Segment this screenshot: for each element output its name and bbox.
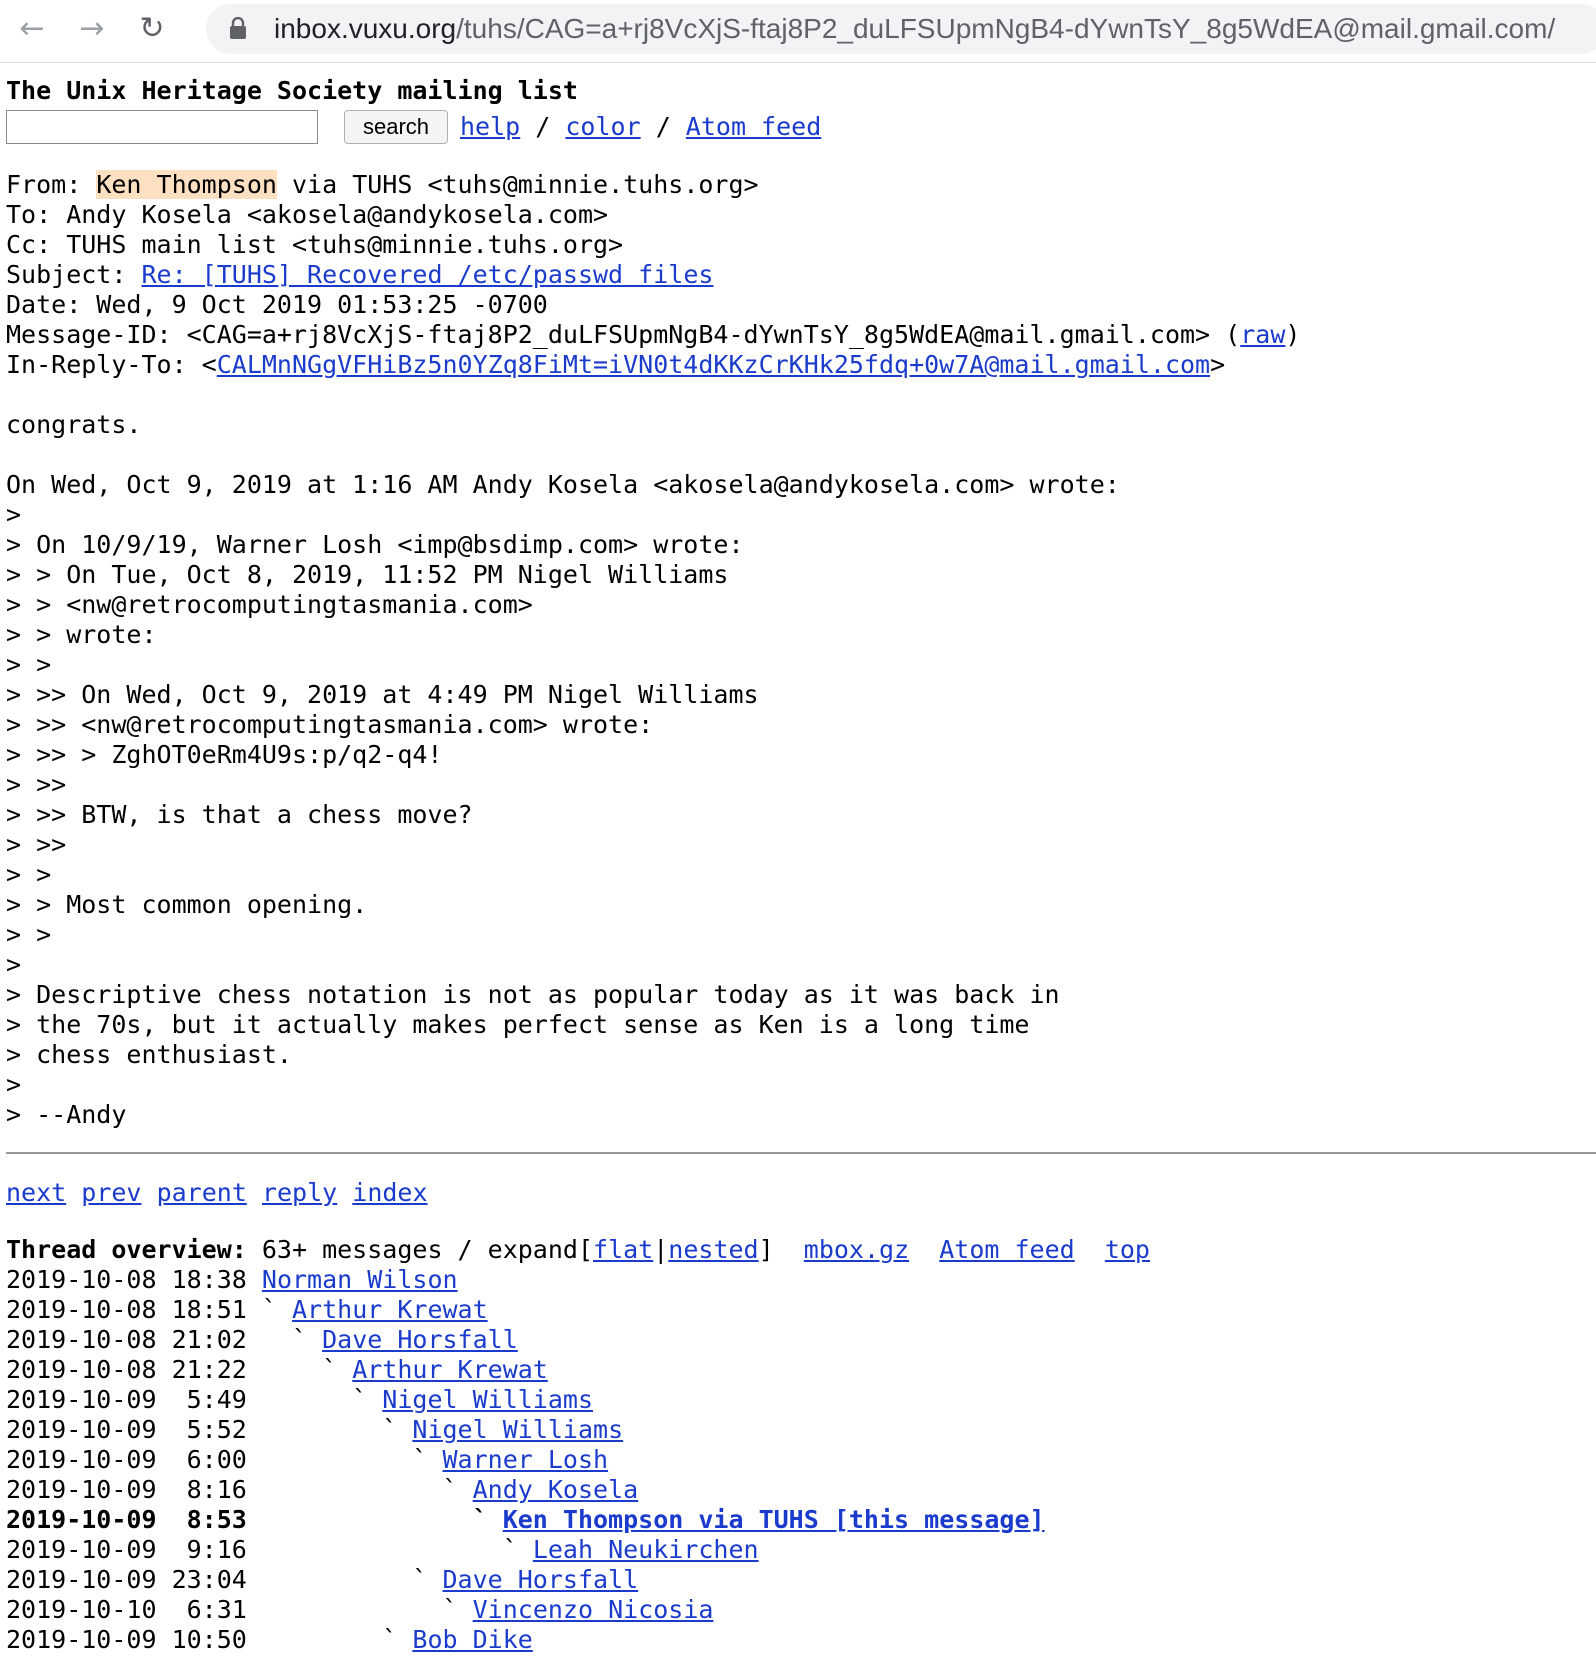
lock-icon xyxy=(230,17,246,39)
in-reply-to-link[interactable]: CALMnNGgVFHiBz5n0YZq8FiMt=iVN0t4dKKzCrKHk25fdq+0w7A@mail.gmail.com xyxy=(216,350,1211,379)
thread-atom-feed-link[interactable]: Atom feed xyxy=(939,1235,1075,1264)
body-line: > xyxy=(6,500,22,529)
body-line: On Wed, Oct 9, 2019 at 1:16 AM Andy Kosela <akosela@andykosela.com> wrote: xyxy=(6,470,1120,499)
thread-list xyxy=(6,1265,1596,1655)
parent-link[interactable]: parent xyxy=(156,1178,247,1207)
thread-row xyxy=(6,1595,1596,1625)
body-line: > On 10/9/19, Warner Losh <imp@bsdimp.com> wrote: xyxy=(6,530,744,559)
thread-date: 2019-10-09 9:16 xyxy=(6,1535,247,1564)
body-line: > > <nw@retrocomputingtasmania.com> xyxy=(6,590,533,619)
thread-author-link[interactable]: Arthur Krewat xyxy=(352,1355,548,1384)
thread-date: 2019-10-08 18:51 xyxy=(6,1295,247,1324)
body-line: > --Andy xyxy=(6,1100,127,1129)
body-line: > >> xyxy=(6,830,67,859)
body-line: > xyxy=(6,1070,22,1099)
thread-date: 2019-10-08 21:02 xyxy=(6,1325,247,1354)
nested-link[interactable]: nested xyxy=(668,1235,759,1264)
subject-line: Subject: Re: [TUHS] Recovered /etc/passwd files xyxy=(6,260,714,289)
thread-row xyxy=(6,1415,1596,1445)
message-nav xyxy=(6,1178,1596,1208)
thread-row xyxy=(6,1475,1596,1505)
thread-author-link[interactable]: Dave Horsfall xyxy=(442,1565,639,1594)
body-line: > > On Tue, Oct 8, 2019, 11:52 PM Nigel Williams xyxy=(6,560,729,589)
body-line: > > xyxy=(6,860,52,889)
body-line xyxy=(6,440,1596,470)
body-line: > Descriptive chess notation is not as popular today as it was back in xyxy=(6,980,1060,1009)
thread-indent: ` xyxy=(246,1595,473,1624)
in-reply-to-line: In-Reply-To: <CALMnNGgVFHiBz5n0YZq8FiMt=iVN0t4dKKzCrKHk25fdq+0w7A@mail.gmail.com> xyxy=(6,350,1226,379)
help-link[interactable]: help xyxy=(460,112,521,141)
top-link[interactable]: top xyxy=(1104,1235,1150,1264)
thread-indent: ` xyxy=(246,1445,443,1474)
message-body xyxy=(6,410,1596,1130)
thread-indent: ` xyxy=(246,1535,533,1564)
address-bar[interactable] xyxy=(206,4,1596,54)
thread-date: 2019-10-09 8:16 xyxy=(6,1475,247,1504)
thread-author-link[interactable]: Dave Horsfall xyxy=(322,1325,518,1354)
search-input[interactable] xyxy=(6,110,318,144)
thread-date: 2019-10-09 8:53 xyxy=(6,1505,247,1534)
thread-row xyxy=(6,1355,1596,1385)
color-link[interactable]: color xyxy=(565,112,641,141)
thread-author-link[interactable]: Vincenzo Nicosia xyxy=(472,1595,714,1624)
reply-link[interactable]: reply xyxy=(261,1178,338,1207)
header-links: help / color / Atom feed xyxy=(460,112,822,141)
thread-author-link[interactable]: Nigel Williams xyxy=(382,1385,594,1414)
search-button[interactable]: search xyxy=(344,110,448,144)
to-line: To: Andy Kosela <akosela@andykosela.com> xyxy=(6,200,609,229)
search-row xyxy=(6,106,1596,150)
thread-row xyxy=(6,1325,1596,1355)
thread-overview-header: Thread overview: 63+ messages / expand[flat|nested] mbox.gz Atom feed top xyxy=(6,1235,1150,1264)
body-line: > chess enthusiast. xyxy=(6,1040,292,1069)
thread-row xyxy=(6,1385,1596,1415)
thread-row xyxy=(6,1535,1596,1565)
thread-row xyxy=(6,1265,1596,1295)
from-name-highlight: Ken Thompson xyxy=(96,170,277,199)
thread-row xyxy=(6,1625,1596,1655)
cc-line: Cc: TUHS main list <tuhs@minnie.tuhs.org> xyxy=(6,230,624,259)
body-line: > > xyxy=(6,650,52,679)
from-line: From: Ken Thompson via TUHS <tuhs@minnie.tuhs.org> xyxy=(6,170,759,199)
raw-link[interactable]: raw xyxy=(1240,320,1286,349)
thread-author-link[interactable]: Ken Thompson via TUHS [this message] xyxy=(502,1505,1045,1534)
thread-indent: ` xyxy=(246,1625,413,1654)
body-line: > the 70s, but it actually makes perfect sense as Ken is a long time xyxy=(6,1010,1030,1039)
thread-date: 2019-10-08 18:38 xyxy=(6,1265,247,1294)
thread-author-link[interactable]: Norman Wilson xyxy=(261,1265,458,1294)
thread-date: 2019-10-09 23:04 xyxy=(6,1565,247,1594)
thread-date: 2019-10-08 21:22 xyxy=(6,1355,247,1384)
next-link[interactable]: next xyxy=(6,1178,67,1207)
thread-row xyxy=(6,1565,1596,1595)
thread-date: 2019-10-09 6:00 xyxy=(6,1445,247,1474)
thread-indent: ` xyxy=(246,1325,323,1354)
body-line: > > xyxy=(6,920,52,949)
thread-row xyxy=(6,1445,1596,1475)
body-line: > >> BTW, is that a chess move? xyxy=(6,800,473,829)
thread-author-link[interactable]: Andy Kosela xyxy=(472,1475,639,1504)
thread-indent: ` xyxy=(246,1475,473,1504)
thread-indent: ` xyxy=(246,1415,413,1444)
page-content xyxy=(6,76,1596,1655)
thread-date: 2019-10-09 5:52 xyxy=(6,1415,247,1444)
thread-date: 2019-10-09 5:49 xyxy=(6,1385,247,1414)
index-link[interactable]: index xyxy=(352,1178,428,1207)
body-line: > >> On Wed, Oct 9, 2019 at 4:49 PM Nigel Williams xyxy=(6,680,759,709)
body-line: congrats. xyxy=(6,410,142,439)
thread-author-link[interactable]: Warner Losh xyxy=(442,1445,609,1474)
thread-author-link[interactable]: Leah Neukirchen xyxy=(532,1535,759,1564)
body-line: > > wrote: xyxy=(6,620,157,649)
thread-date: 2019-10-10 6:31 xyxy=(6,1595,247,1624)
body-line: > > Most common opening. xyxy=(6,890,368,919)
forward-arrow-icon[interactable]: → xyxy=(79,10,105,46)
prev-link[interactable]: prev xyxy=(81,1178,142,1207)
body-line: > xyxy=(6,950,22,979)
page-title: The Unix Heritage Society mailing list xyxy=(6,76,578,105)
flat-link[interactable]: flat xyxy=(593,1235,654,1264)
browser-toolbar xyxy=(0,0,1596,63)
reload-icon[interactable]: ↻ xyxy=(139,10,165,46)
thread-row xyxy=(6,1295,1596,1325)
thread-indent: ` xyxy=(246,1295,292,1324)
date-line: Date: Wed, 9 Oct 2019 01:53:25 -0700 xyxy=(6,290,548,319)
thread-indent xyxy=(247,1265,262,1294)
body-line: > >> <nw@retrocomputingtasmania.com> wrote: xyxy=(6,710,654,739)
body-line: > >> xyxy=(6,770,67,799)
mbox-link[interactable]: mbox.gz xyxy=(803,1235,910,1264)
thread-indent: ` xyxy=(246,1385,383,1414)
message-id-line: Message-ID: <CAG=a+rj8VcXjS-ftaj8P2_duLFSUpmNgB4-dYwnTsY_8g5WdEA@mail.gmail.com> (raw) xyxy=(6,320,1301,349)
thread-row xyxy=(6,1505,1596,1535)
thread-author-link[interactable]: Arthur Krewat xyxy=(291,1295,488,1324)
thread-indent: ` xyxy=(246,1505,503,1534)
atom-feed-link[interactable]: Atom feed xyxy=(685,112,822,141)
url-text: inbox.vuxu.org/tuhs/CAG=a+rj8VcXjS-ftaj8P2_duLFSUpmNgB4-dYwnTsY_8g5WdEA@mail.gmail.com/ xyxy=(274,13,1556,44)
thread-author-link[interactable]: Bob Dike xyxy=(412,1625,533,1654)
thread-indent: ` xyxy=(246,1355,353,1384)
body-line: > >> > ZghOT0eRm4U9s:p/q2-q4! xyxy=(6,740,443,769)
thread-author-link[interactable]: Nigel Williams xyxy=(412,1415,624,1444)
back-arrow-icon[interactable]: ← xyxy=(19,10,45,46)
divider xyxy=(6,1152,1596,1154)
subject-link[interactable]: Re: [TUHS] Recovered /etc/passwd files xyxy=(141,260,714,289)
thread-indent: ` xyxy=(246,1565,443,1594)
thread-date: 2019-10-09 10:50 xyxy=(6,1625,247,1654)
